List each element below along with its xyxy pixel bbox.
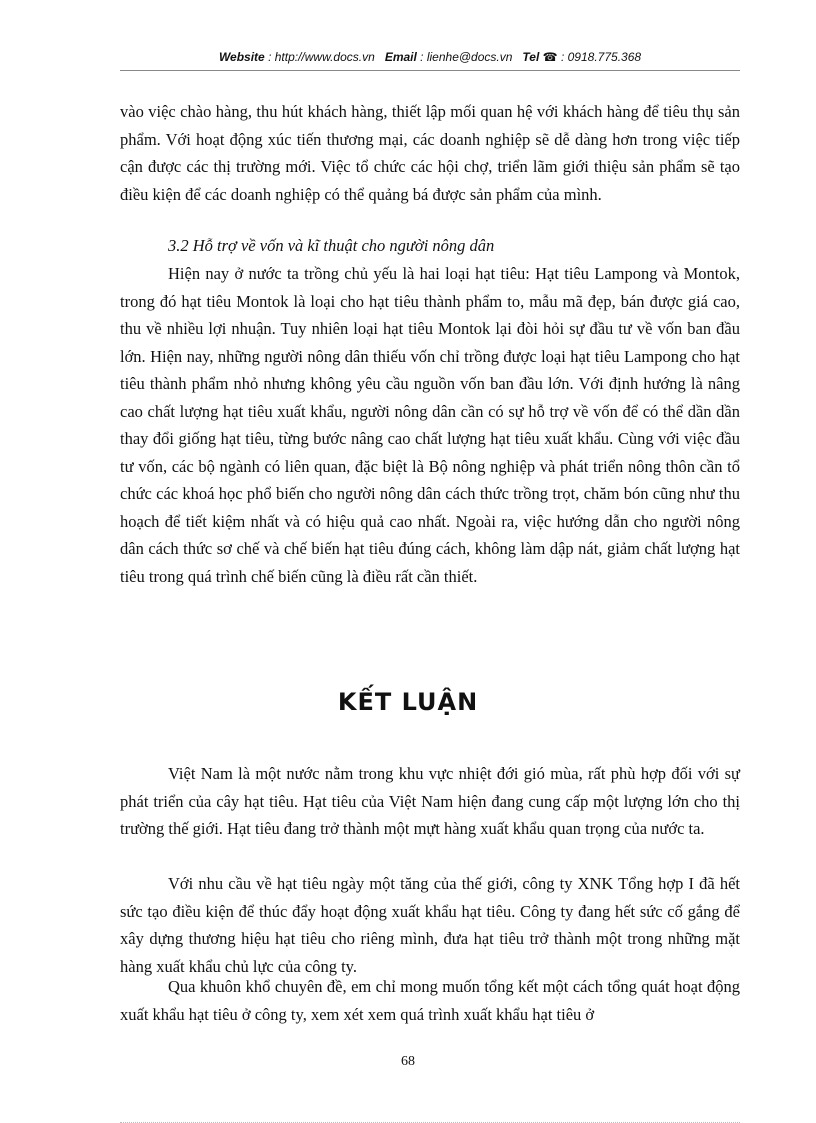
- conclusion-paragraph-2: Với nhu cầu về hạt tiêu ngày một tăng của thế giới, công ty XNK Tổng hợp I đã hết sức tạo điều kiện để thúc đẩy hoạt động xuất khẩu hạt tiêu. Công ty đang hết sức cố gắng để xây dựng thương hiệu hạt tiêu cho riêng mình, đưa hạt tiêu trở thành một trong những mặt hàng xuất khẩu chủ lực của công ty.: [120, 874, 740, 976]
- page-header: [120, 50, 740, 64]
- section-heading-3-2: 3.2 Hỗ trợ về vốn và kĩ thuật cho người nông dân: [168, 236, 495, 255]
- conclusion-paragraph-1: Việt Nam là một nước nằm trong khu vực nhiệt đới gió mùa, rất phù hợp đối với sự phát triển của cây hạt tiêu. Hạt tiêu của Việt Nam hiện đang cung cấp một lượng lớn cho thị trường thế giới. Hạt tiêu đang trở thành một mựt hàng xuất khẩu quan trọng của nước ta.: [120, 764, 740, 838]
- body-paragraph-1: vào việc chào hàng, thu hút khách hàng, thiết lập mối quan hệ với khách hàng để tiêu thụ sản phẩm. Với hoạt động xúc tiến thương mại, các doanh nghiệp sẽ dễ dàng hơn trong việc tiếp cận được các thị trường mới. Việc tổ chức các hội chợ, triển lãm giới thiệu sản phẩm sẽ tạo điều kiện để các doanh nghiệp có thể quảng bá được sản phẩm của mình.: [120, 102, 740, 204]
- conclusion-paragraph-3: Qua khuôn khổ chuyên đề, em chỉ mong muốn tổng kết một cách tổng quát hoạt động xuất khẩu hạt tiêu ở công ty, xem xét xem quá trình xuất khẩu hạt tiêu ở: [120, 977, 740, 1024]
- tel-number: : 0918.775.368: [560, 50, 642, 64]
- page-number: 68: [401, 1054, 415, 1069]
- body-paragraph-2: Hiện nay ở nước ta trồng chủ yếu là hai loại hạt tiêu: Hạt tiêu Lampong và Montok, trong đó hạt tiêu Montok là loại cho hạt tiêu thành phẩm to, mẫu mã đẹp, bán được giá cao, thu về nhiều lợi nhuận. Tuy nhiên loại hạt tiêu Montok lại đòi hỏi sự đầu tư về vốn ban đầu lớn. Hiện nay, những người nông dân thiếu vốn chỉ trồng được loại hạt tiêu Lampong cho hạt tiêu thành phẩm nhỏ nhưng không yêu cầu nguồn vốn ban đầu lớn. Với định hướng là nâng cao chất lượng hạt tiêu xuất khẩu, người nông dân cần có sự hỗ trợ về vốn để có thể dần dần thay đổi giống hạt tiêu, từng bước nâng cao chất lượng hạt tiêu xuất khẩu. Cùng với việc đầu tư vốn, các bộ ngành có liên quan, đặc biệt là Bộ nông nghiệp và phát triển nông thôn cần tổ chức các khoá học phổ biến cho người nông dân cách thức trồng trọt, chăm bón cũng như thu hoạch để tiết kiệm nhất và có hiệu quả cao nhất. Ngoài ra, việc hướng dẫn cho người nông dân cách thức sơ chế và chế biến hạt tiêu đúng cách, không làm dập nát, giảm chất lượng hạt tiêu trong quá trình chế biến cũng là điều rất cần thiết.: [120, 264, 740, 586]
- website-url[interactable]: : http://www.docs.vn: [268, 50, 375, 64]
- tel-label: Tel: [522, 50, 540, 64]
- website-label: Website: [218, 50, 265, 64]
- phone-icon: ☎: [542, 50, 558, 64]
- header-divider: [120, 70, 740, 71]
- email-address[interactable]: : lienhe@docs.vn: [420, 50, 513, 64]
- email-label: Email: [384, 50, 417, 64]
- conclusion-title: KẾT LUẬN: [337, 688, 479, 716]
